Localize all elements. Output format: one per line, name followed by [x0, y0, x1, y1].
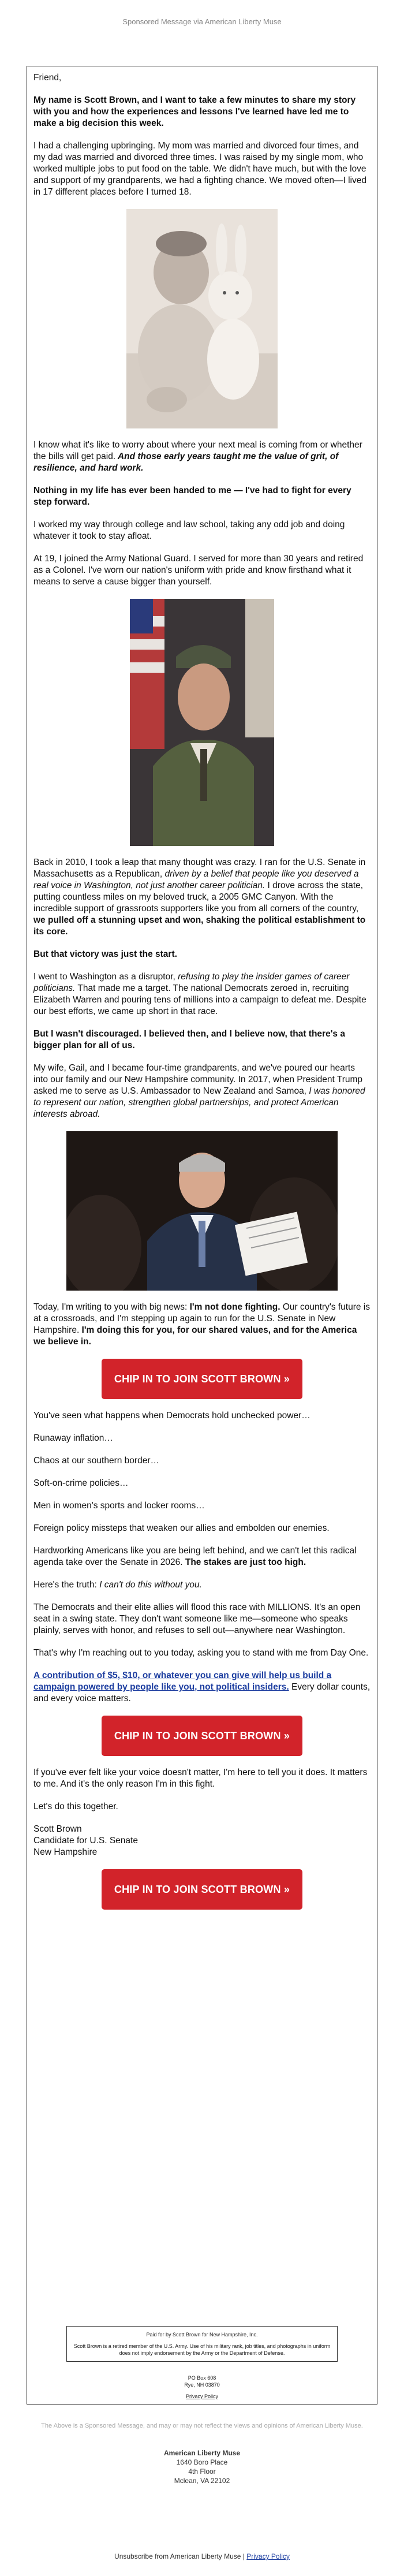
truth-text: Here's the truth:	[33, 1580, 97, 1590]
hardship-text: I know what it's like to worry about where your next meal is coming from or whether the bills will get paid.	[33, 440, 362, 461]
cta-wrap-3	[33, 1869, 371, 1910]
announcement-bold: I'm not done fighting.	[187, 1302, 280, 1312]
email-body	[27, 66, 377, 1910]
hardship-paragraph	[33, 439, 371, 474]
baby-photo-illustration	[126, 209, 278, 428]
unsubscribe-link[interactable]: Unsubscribe from American Liberty Muse |	[114, 2552, 247, 2560]
millions-paragraph: The Democrats and their elite allies will flood this race with MILLIONS. It's an open seat in a swing state. They don't want someone like me—someone who speaks plainly, serves with honor, and refuses to sell out—anywhere near Washington.	[33, 1602, 361, 1635]
announcement-text-2: Our country's future is at a crossroads, and I'm stepping up again to run for the U.S. Senate in New Hampshire.	[33, 1302, 370, 1335]
publisher-address	[0, 2448, 404, 2485]
senate-2010-paragraph	[33, 857, 371, 938]
senate-2010-text: Back in 2010, I took a leap that many thought was crazy. I ran for the U.S. Senate in Massachusetts as a Republican,	[33, 858, 366, 879]
contribution-text: Every dollar counts, and every voice matters.	[33, 1682, 371, 1703]
po-box: PO Box 608	[188, 2375, 216, 2381]
foreign-policy-line: Foreign policy missteps that weaken our allies and embolden our enemies.	[33, 1523, 330, 1533]
disruptor-paragraph	[33, 971, 371, 1017]
truth-paragraph	[33, 1579, 371, 1591]
announcement-paragraph	[33, 1302, 371, 1348]
army-paragraph: At 19, I joined the Army National Guard. I served for more than 30 years and retired as a Colonel. I've worn our nation's uniform with pride and know firsthand what it means to serve a cause bigger than yourself.	[33, 554, 364, 587]
contribution-link[interactable]: A contribution of $5, $10, or whatever you can give will help us build a campaign powered by people like you, not political insiders.	[33, 1671, 332, 1692]
publisher-addr-3: Mclean, VA 22102	[174, 2477, 230, 2485]
stakes-bold: The stakes are just too high.	[182, 1557, 306, 1567]
not-discouraged-paragraph: But I wasn't discouraged. I believed then, and I believe now, that there's a bigger plan for all of us.	[33, 1029, 345, 1050]
greeting: Friend,	[33, 73, 62, 83]
family-text: My wife, Gail, and I became four-time grandparents, and we've poured our hearts into our family and our New Hampshire community. In 2017, when President Trump asked me to serve as U.S. Ambassador to New Zealand and Samoa,	[33, 1063, 363, 1096]
unsubscribe-bar	[0, 2552, 404, 2560]
stakes-paragraph	[33, 1545, 371, 1568]
campaign-privacy-link[interactable]: Privacy Policy	[185, 2394, 218, 2399]
voice-paragraph: If you've ever felt like your voice doesn't matter, I'm here to tell you it does. It matters to me. And it's the only reason I'm in this fight.	[33, 1768, 368, 1789]
chip-in-button-1[interactable]: CHIP IN TO JOIN SCOTT BROWN »	[102, 1359, 302, 1399]
senate-2010-italic: driven by a belief that people like you deserved a real voice in Washington, not just another career politician.	[33, 869, 359, 890]
hearing-photo	[66, 1131, 338, 1291]
paid-for-box	[66, 2326, 338, 2362]
stakes-text: Hardworking Americans like you are being left behind, and we can't let this radical agenda take over the Senate in 2026.	[33, 1546, 357, 1567]
signature-name: Scott Brown	[33, 1824, 82, 1834]
family-italic: I was honored to represent our nation, strengthen global partnerships, and protect American interests abroad.	[33, 1086, 365, 1119]
campaign-city: Rye, NH 03870	[184, 2382, 220, 2388]
victory-paragraph: But that victory was just the start.	[33, 949, 177, 959]
email-card	[27, 66, 377, 2404]
signature	[33, 1824, 371, 1858]
together-paragraph: Let's do this together.	[33, 1802, 118, 1811]
sponsor-disclaimer: The Above is a Sponsored Message, and may or may not reflect the views and opinions of American Liberty Muse.	[41, 2422, 363, 2429]
fight-paragraph: Nothing in my life has ever been handed to me — I've had to fight for every step forward.	[33, 486, 351, 507]
disclaimer-text: Scott Brown is a retired member of the U.S. Army. Use of his military rank, job titles, and photographs in uniform does not imply endorsement by the Army or the Department of Defense.	[73, 2343, 331, 2356]
publisher-privacy-link[interactable]: Privacy Policy	[246, 2552, 290, 2560]
paid-for-text: Paid for by Scott Brown for New Hampshire, Inc.	[146, 2332, 258, 2338]
college-paragraph: I worked my way through college and law school, taking any odd job and doing whatever it took to stay afloat.	[33, 520, 345, 541]
sponsor-banner: Sponsored Message via American Liberty Muse	[122, 17, 282, 26]
publisher-name: American Liberty Muse	[163, 2449, 241, 2457]
reaching-out-paragraph: That's why I'm reaching out to you today, asking you to stand with me from Day One.	[33, 1648, 369, 1658]
senate-2010-bold: we pulled off a stunning upset and won, shaking the political establishment to its core.	[33, 915, 366, 937]
intro-paragraph: My name is Scott Brown, and I want to take a few minutes to share my story with you and how the experiences and lessons I've learned have led me to make a big decision this week.	[33, 95, 356, 128]
announcement-bold-2: I'm doing this for you, for our shared values, and for the America we believe in.	[33, 1325, 357, 1347]
publisher-addr-2: 4th Floor	[188, 2467, 216, 2476]
baby-photo	[126, 209, 278, 428]
disruptor-italic: refusing to play the insider games of career politicians.	[33, 972, 350, 993]
contribution-paragraph	[33, 1670, 371, 1705]
inflation-line: Runaway inflation…	[33, 1433, 113, 1443]
publisher-addr-1: 1640 Boro Place	[176, 2458, 228, 2466]
campaign-address	[0, 2374, 404, 2400]
border-line: Chaos at our southern border…	[33, 1456, 159, 1466]
chip-in-button-3[interactable]: CHIP IN TO JOIN SCOTT BROWN »	[102, 1869, 302, 1910]
disruptor-text: I went to Washington as a disruptor,	[33, 972, 175, 982]
family-paragraph	[33, 1063, 371, 1120]
democrats-paragraph: You've seen what happens when Democrats hold unchecked power…	[33, 1411, 311, 1421]
signature-title: Candidate for U.S. Senate	[33, 1836, 138, 1846]
senate-2010-text-2: I drove across the state, putting countless miles on my beloved truck, a 2005 GMC Canyon. With the incredible support of grassroots supporters like you from all corners of the country,	[33, 881, 363, 914]
disruptor-text-2: That made me a target. The national Democrats zeroed in, recruiting Elizabeth Warren and pouring tens of millions into a campaign to defeat me. Despite our best efforts, we came up short in that race.	[33, 983, 366, 1016]
cta-wrap-1	[33, 1359, 371, 1399]
announcement-text: Today, I'm writing to you with big news:	[33, 1302, 188, 1312]
signature-state: New Hampshire	[33, 1847, 98, 1857]
army-photo	[130, 599, 274, 846]
chip-in-button-2[interactable]: CHIP IN TO JOIN SCOTT BROWN »	[102, 1716, 302, 1756]
crime-line: Soft-on-crime policies…	[33, 1478, 129, 1488]
cta-wrap-2	[33, 1716, 371, 1756]
truth-italic: I can't do this without you.	[96, 1580, 202, 1590]
army-photo-illustration	[130, 599, 274, 846]
hearing-photo-illustration	[66, 1131, 338, 1291]
upbringing-paragraph: I had a challenging upbringing. My mom was married and divorced four times, and my dad was married and divorced three times. I was raised by my single mom, who worked multiple jobs to put food on the table. We didn't have much, but with the love and support of my grandparents, we had a fighting chance. We moved often—I lived in 17 different places before I turned 18.	[33, 141, 366, 197]
hardship-emphasis: And those early years taught me the value of grit, of resilience, and hard work.	[33, 452, 339, 473]
sports-line: Men in women's sports and locker rooms…	[33, 1501, 205, 1511]
